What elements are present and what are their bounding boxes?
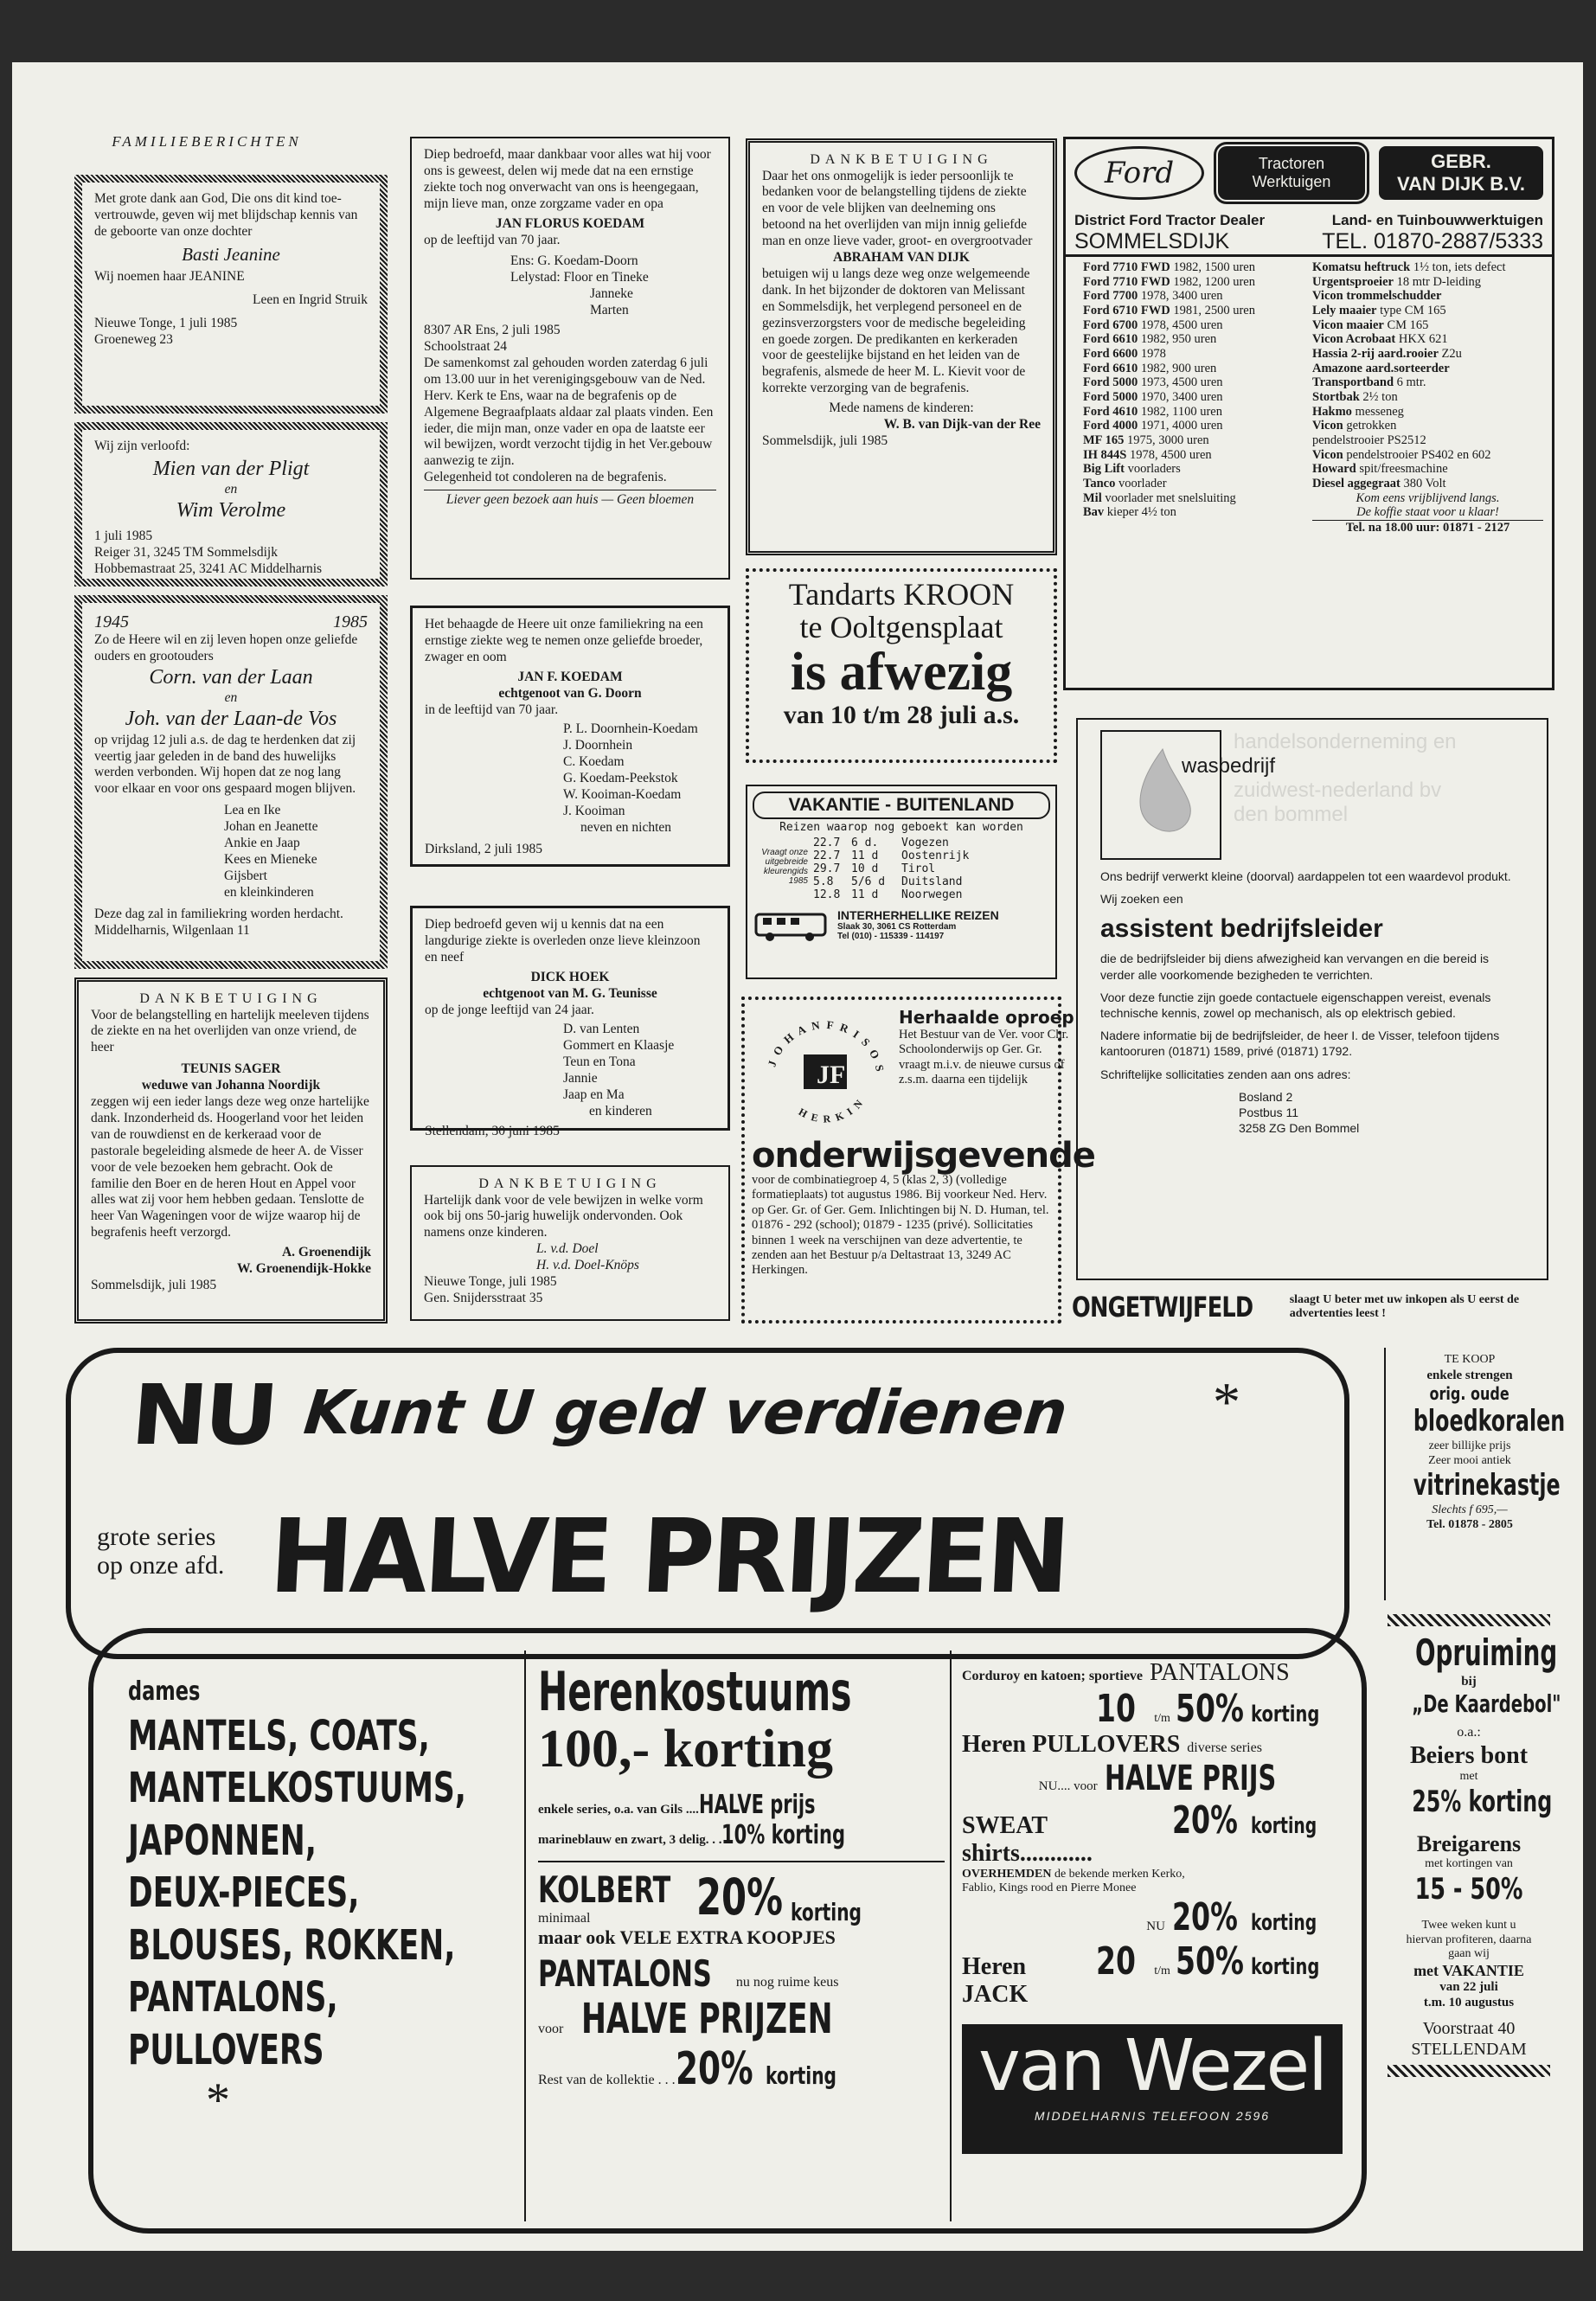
wasbedrijf-ghost2: zuidwest-nederland bv [1234, 779, 1442, 802]
sweat-title: SWEAT shirts............ [962, 1812, 1093, 1867]
anniversary-announcement [74, 595, 388, 969]
ford-stock-item: Komatsu heftruck 1½ ton, iets defect [1312, 260, 1506, 274]
school-text: Het Bestuur van de Ver. voor Chr. Schoolonderwijs op Ger. Gr. vraagt m.i.v. de nieuwe cursus of z.s.m. daarna een tijdelijk [899, 1028, 1069, 1087]
svg-text:J O H A N F R I S O S C H O: J O H A N F R I S O S [765, 1017, 888, 1074]
dames-section [128, 1676, 535, 2128]
kolbert-pct: 20% [695, 1868, 783, 1927]
school-text2: voor de combinatiegroep 4, 5 (klas 2, 3) (volledige formatieplaats) tot augustus 1986. Bij voorkeur Ned. Herv. op Ger. Gr. of Ger. Gem. Inlichtingen bij N. D. Human, tel. 01876 - 292 (school); 01879 - 1235 (privé). Sollicitaties binnen 1 week na verschijnen van deze advertentie, te zenden aan het Bestuur p/a Deltastraat 13, 3249 AC Herkingen. [752, 1173, 1049, 1278]
wasbedrijf-a2: Postbus 11 [1239, 1105, 1299, 1119]
trip-row: 5.8 5/6 d Duitsland [813, 875, 963, 888]
trip-row: 29.7 10 d Tirol [813, 862, 936, 875]
ford-stock-item: pendelstrooier PS2512 [1312, 433, 1426, 448]
ornament [1388, 1614, 1550, 1626]
ford-stock-item: Ford 6610 1982, 900 uren [1083, 361, 1217, 375]
kolbert-korting: korting [790, 1898, 862, 1927]
wasbedrijf-a3: 3258 ZG Den Bommel [1239, 1121, 1360, 1136]
pullovers-div: diverse series [1187, 1740, 1262, 1755]
thanks-place: Sommelsdijk, juli 1985 [91, 1278, 217, 1293]
kroon-line3: is afwezig [790, 642, 1013, 702]
thanks2-s1: L. v.d. Doel [536, 1241, 599, 1257]
thanks3-sign: W. B. van Dijk-van der Ree [883, 417, 1041, 433]
trip-row: 22.7 11 d Oostenrijk [813, 849, 970, 862]
pullovers-halve: HALVE PRIJS [1104, 1759, 1276, 1798]
koop-t: TE KOOP [1444, 1353, 1496, 1366]
heren-maar: maar ook VELE EXTRA KOOPJES [538, 1926, 836, 1949]
ford-stock-item: Ford 4610 1982, 1100 uren [1083, 404, 1222, 419]
kolbert-min: minimaal [538, 1911, 591, 1926]
ford-stock-item: Ford 6600 1978 [1083, 347, 1166, 362]
banner-halve: HALVE PRIJZEN [266, 1497, 1070, 1616]
thanks3-text: Daar het ons onmogelijk is ieder persoonlijk te bedanken voor de belangstelling tijdens de ziekte en voor de vele blijken van deelneming ons betoond na het overlijden van mijn innig geliefde man en onze lieve vader, groot- en overgrootvader [762, 168, 1033, 249]
newspaper-page [12, 62, 1583, 2251]
pantalons-nog: nu nog ruime keus [735, 1975, 839, 1990]
tractoren-badge: Tractoren Werktuigen [1218, 146, 1365, 200]
wasbedrijf-a1: Bosland 2 [1239, 1089, 1293, 1104]
obit2-family: J. Doornhein [563, 738, 633, 753]
kroon-line4: van 10 t/m 28 juli a.s. [783, 700, 1020, 729]
van-wezel-ad [88, 1628, 1367, 2234]
engagement-en: en [224, 482, 238, 497]
obit-intro: Diep bedroefd, maar dankbaar voor alles wat hij voor ons is geweest, delen wij mede dat na een ernstige ziekte toch nog onverwacht van ons is heengegaan, mijn lieve man, onze zorgzame vader en opa [424, 147, 711, 211]
obit3-sub: echtgenoot van M. G. Teunisse [483, 985, 657, 1001]
koop-sl: Slechts f 695,— [1432, 1503, 1508, 1517]
vakantie-addr: Slaak 30, 3061 CS Rotterdam [837, 921, 957, 932]
thanks-sign1: A. Groenendijk [281, 1245, 371, 1260]
wasbedrijf-p1: Ons bedrijf verwerkt kleine (doorval) aardappelen tot een waardevol produkt. [1100, 869, 1511, 883]
ford-stock-item: Lely maaier type CM 165 [1312, 304, 1446, 318]
kaardebol-ad [1384, 1611, 1561, 2216]
dames-item: MANTELKOSTUUMS, [128, 1764, 466, 1813]
kaarde-bb: Beiers bont [1409, 1742, 1529, 1770]
obit-family: Marten [590, 303, 629, 318]
obit2-name: JAN F. KOEDAM [517, 669, 623, 684]
obit2-family: J. Kooiman [563, 803, 625, 818]
ford-stock-item: Big Lift voorladers [1083, 462, 1181, 477]
koop-b: bloedkoralen [1413, 1403, 1566, 1439]
kaarde-p: 25% korting [1412, 1784, 1553, 1819]
obit2-family: P. L. Doornhein-Koedam [563, 721, 698, 737]
banner-nu: NU [127, 1367, 279, 1464]
kaarde-a1: Voorstraat 40 [1422, 2019, 1516, 2039]
ford-stock-item: Mil voorlader met snelsluiting [1083, 490, 1236, 505]
overhemden-text: de bekende merken Kerko, Fablio, Kings rood en Pierre Monee [962, 1868, 1185, 1895]
obituary-jan-koedam [410, 606, 730, 867]
thanks2-title: DANKBETUIGING [478, 1176, 662, 1191]
obit2-sub: echtgenoot van G. Doorn [498, 685, 642, 701]
obit-addr1: 8307 AR Ens, 2 juli 1985 [424, 323, 561, 338]
thanks-sub: weduwe van Johanna Noordijk [141, 1078, 321, 1093]
banner-grote1: grote series [97, 1522, 216, 1551]
family-line: Johan en Jeanette [224, 819, 318, 835]
obit-family: Ens: G. Koedam-Doorn [510, 253, 638, 269]
obit3-family: D. van Lenten [563, 1022, 640, 1037]
birth-addr: Groeneweg 23 [94, 332, 173, 348]
sweat-korting: korting [1251, 1813, 1317, 1839]
birth-parents: Leen en Ingrid Struik [252, 292, 368, 308]
koop-v: vitrinekastje [1413, 1468, 1561, 1503]
obit3-family: Teun en Tona [563, 1054, 636, 1070]
engagement-addr1: Reiger 31, 3245 TM Sommelsdijk [94, 545, 278, 561]
ford-tel: TEL. 01870-2887/5333 [1322, 229, 1543, 253]
kaarde-tw: Twee weken kunt u hiervan profiteren, daarna gaan wij [1406, 1919, 1532, 1961]
engagement-intro: Wij zijn verloofd: [94, 439, 190, 453]
cord-tm: t/m [1154, 1712, 1170, 1725]
thanks3-mede: Mede namens de kinderen: [829, 401, 974, 416]
bus-icon [753, 906, 830, 944]
dames-item: PULLOVERS [128, 2025, 324, 2074]
dames-label: dames [128, 1676, 201, 1707]
halve-prijzen-banner [66, 1348, 1349, 1659]
thanks-text: zeggen wij een ieder langs deze weg onze hartelijke dank. Inzonderheid ds. Hoogerland voor het leiden van de rouwdienst en de kerkeraad voor de pastorale begeleiding alsmede de heer A. de Visser voor de vele bezoeken hem gebracht. Ook de familie den Boer en de heren Hout en Appel voor alles wat zij voor hem hebben gedaan. Tenslotte de heer Van Wageningen voor de wijze waarop hij de begrafenis heeft verzorgd. [91, 1094, 369, 1240]
ford-stock-item: Stortbak 2½ ton [1312, 390, 1398, 405]
thanks-intro: Voor de belangstelling en hartelijk meeleven tijdens de ziekte en na het overlijden van onze vriend, de heer [91, 1007, 369, 1055]
wasbedrijf-p3: die de bedrijfsleider bij diens afwezigheid kan vervangen en die bereid is verder alle voorkomende bezigheden te verrichten. [1100, 952, 1490, 982]
obit2-age: in de leeftijd van 70 jaar. [425, 702, 559, 717]
heren-hp: HALVE PRIJZEN [581, 1995, 833, 2044]
school-emblem-icon [752, 1007, 899, 1137]
vakantie-company: INTERHERHELLIKE REIZEN [837, 907, 999, 922]
ford-slogan1: Kom eens vrijblijvend langs. [1356, 490, 1500, 505]
anniversary-intro: Zo de Heere wil en zij leven hopen onze geliefde ouders en grootouders [94, 632, 358, 664]
jack-tm: t/m [1154, 1965, 1170, 1978]
wasbedrijf-ghost1: handelsonderneming en [1234, 730, 1457, 753]
anniversary-name1: Corn. van der Laan [149, 666, 313, 689]
obit2-family: C. Koedam [563, 754, 625, 770]
kaarde-a2: STELLENDAM [1411, 2039, 1527, 2059]
trip-row: 12.8 11 d Noorwegen [813, 888, 963, 901]
svg-text:H E R K I N G E N: H E R K I N [796, 1096, 867, 1125]
obit3-family: Jaap en Ma [563, 1087, 625, 1103]
ford-stock-item: Vicon Acrobaat HKX 621 [1312, 332, 1448, 347]
thanks2-p2: Gen. Snijdersstraat 35 [424, 1290, 543, 1305]
ford-ad [1063, 137, 1554, 690]
engagement-announcement [74, 422, 388, 586]
birth-announcement [74, 175, 388, 413]
vakantie-side: kleurengids 1985 [763, 867, 808, 886]
obit2-intro: Het behaagde de Heere uit onze familiekring na een ernstige ziekte weg te nemen onze geliefde broeder, zwager en oom [425, 617, 703, 664]
heren-rp-korting: korting [766, 2061, 837, 2091]
ford-left-col [1083, 260, 1312, 535]
obit2-family: W. Kooiman-Koedam [563, 787, 682, 803]
birth-name: Basti Jeanine [182, 243, 280, 265]
school-ad [741, 997, 1095, 1324]
wasbedrijf-job: assistent bedrijfsleider [1100, 914, 1383, 944]
ford-right-col [1312, 260, 1543, 491]
heren-rp: 20% [675, 2043, 753, 2096]
birth-line2: Wij noemen haar JEANINE [94, 269, 245, 285]
thanks-name: TEUNIS SAGER [181, 1061, 281, 1077]
banner-star: * [1213, 1371, 1240, 1433]
jack-50: 50% [1175, 1939, 1244, 1984]
kroon-line1: Tandarts KROON [788, 577, 1015, 612]
kaarde-bij: bij [1461, 1674, 1477, 1689]
thanks3-name: ABRAHAM VAN DIJK [833, 250, 970, 266]
kaarde-d1: van 22 juli [1439, 1979, 1498, 1994]
ford-stock-item: Amazone aard.sorteerder [1312, 361, 1450, 375]
dames-item: BLOUSES, ROKKEN, [128, 1920, 456, 1970]
thanks2-text: Hartelijk dank voor de vele bewijzen in welke vorm ook bij ons 50-jarig huwelijk ondervonden. Ook namens onze kinderen. [424, 1192, 703, 1240]
heren-line2: marineblauw en zwart, 3 delig. . .10% korting [538, 1820, 846, 1851]
bloedkoralen-ad [1384, 1348, 1566, 1600]
wasbedrijf-p6: Schriftelijke sollicitaties zenden aan ons adres: [1100, 1067, 1351, 1081]
vakantie-side: uitgebreide [765, 857, 808, 867]
engagement-addr2: Hobbemastraat 25, 3241 AC Middelharnis [94, 561, 323, 577]
heren-rest: Rest van de kollektie . . . [538, 2073, 676, 2088]
heren-section [538, 1660, 945, 2096]
family-line: Gijsbert [224, 868, 267, 883]
pullovers-nu: NU.... voor [1038, 1779, 1098, 1793]
kaarde-d2: t.m. 10 augustus [1423, 1995, 1515, 2009]
kaarde-k: „De Kaardebol" [1412, 1689, 1561, 1719]
ford-stock-item: Bav kieper 4½ ton [1083, 505, 1176, 520]
cord-pantalons: PANTALONS [1150, 1659, 1290, 1686]
svg-text:JF: JF [817, 1061, 846, 1089]
van-wezel-logo [962, 2024, 1343, 2154]
thanks-sign2: W. Groenendijk-Hokke [236, 1261, 371, 1277]
kolbert-label: KOLBERT [538, 1868, 671, 1912]
drop-icon [1102, 732, 1220, 858]
obit-family: Janneke [590, 286, 633, 302]
obit3-name: DICK HOEK [530, 969, 610, 984]
engagement-date: 1 juli 1985 [94, 529, 153, 544]
ongetwijfeld-word: ONGETWIJFELD [1072, 1291, 1253, 1324]
wasbedrijf-ghost3: den bommel [1234, 803, 1349, 826]
anniversary-year1: 1945 [94, 612, 129, 631]
dames-star: * [206, 2073, 230, 2128]
heren-h2: 100,- korting [538, 1720, 833, 1779]
kaarde-met: met [1459, 1770, 1478, 1784]
banner-grote2: op onze afd. [97, 1551, 225, 1580]
obit3-place: Stellendam, 30 juni 1985 [425, 1123, 560, 1138]
kaarde-br: Breigarens [1416, 1830, 1522, 1856]
vakantie-title: VAKANTIE - BUITENLAND [753, 792, 1050, 819]
birth-place: Nieuwe Tonge, 1 juli 1985 [94, 316, 238, 331]
van-wezel-brand: van Wezel [978, 2025, 1326, 2108]
anniversary-year2: 1985 [333, 612, 368, 631]
jack-korting: korting [1251, 1954, 1320, 1981]
engagement-name2: Wim Verolme [176, 499, 286, 522]
obit-addr2: Schoolstraat 24 [424, 338, 507, 354]
cord-text: Corduroy en katoen; sportieve [962, 1669, 1144, 1683]
wasbedrijf-p5: Nadere informatie bij de bedrijfsleider, de heer I. de Visser, telefoon tijdens kantooruren (01871) 1589, privé (01871) 1792. [1100, 1029, 1500, 1059]
thanks2-p1: Nieuwe Tonge, juli 1985 [424, 1274, 557, 1290]
overhemden-20: 20% [1171, 1895, 1238, 1940]
obituary-koedam [410, 137, 730, 580]
kroon-line2: te Ooltgensplaat [799, 609, 1003, 644]
ford-stock-item: Ford 4000 1971, 4000 uren [1083, 419, 1223, 433]
birth-text: Met grote dank aan God, Die ons dit kind toe-vertrouwde, geven wij met blijdschap kennis van de geboorte van onze dochter [94, 191, 358, 239]
kaarde-pr: 15 - 50% [1414, 1871, 1523, 1907]
obit-cond: Gelegenheid tot condoleren na de begrafenis. [424, 470, 667, 485]
wasbedrijf-title: wasbedrijf [1182, 754, 1276, 778]
ford-stock-item: Ford 7710 FWD 1982, 1200 uren [1083, 274, 1255, 289]
ford-stock-item: Hakmo messeneg [1312, 404, 1404, 419]
ford-stock-item: Howard spit/freesmachine [1312, 462, 1448, 477]
ford-land: Land- en Tuinbouwwerktuigen [1331, 212, 1543, 228]
thanks-sager [74, 977, 388, 1324]
ford-stock-item: Hassia 2-rij aard.rooier Z2u [1312, 347, 1462, 362]
ford-stock-item: MF 165 1975, 3000 uren [1083, 433, 1209, 448]
ford-stock-item: Vicon maaier CM 165 [1312, 317, 1429, 332]
anniversary-en: en [224, 690, 238, 706]
ford-stock-item: Ford 7700 1978, 3400 uren [1083, 289, 1223, 304]
wasbedrijf-p4: Voor deze functie zijn goede contactuele eigenschappen vereist, evenals technische kennis, zowel op mechanisch, als op elektrisch gebied. [1100, 990, 1491, 1020]
dames-item: DEUX-PIECES, [128, 1868, 360, 1918]
family-line: en kleinkinderen [224, 884, 314, 900]
trip-row: 22.7 6 d. Vogezen [813, 836, 949, 849]
family-line: Lea en Ike [224, 803, 281, 818]
ford-stock-item: Urgentsproeier 18 mtr D-leiding [1312, 274, 1482, 289]
kaarde-o: Opruiming [1414, 1631, 1558, 1674]
ford-slogan2: De koffie staat voor u klaar! [1356, 505, 1499, 520]
vakantie-tel: Tel (010) - 115339 - 114197 [837, 931, 945, 941]
obit2-family: G. Koedam-Peekstok [563, 771, 678, 786]
obit3-family: en kinderen [589, 1103, 652, 1118]
kaarde-oa: o.a.: [1457, 1725, 1481, 1740]
sweat-20: 20% [1171, 1798, 1238, 1843]
koop-o: orig. oude [1429, 1382, 1510, 1404]
overhemden-title: OVERHEMDEN [962, 1868, 1052, 1881]
obit-name: JAN FLORUS KOEDAM [495, 215, 645, 231]
obit2-family: neven en nichten [580, 819, 672, 835]
ford-stock-item: Ford 5000 1970, 3400 uren [1083, 390, 1223, 405]
ford-stock-item: Tanco voorlader [1083, 477, 1167, 491]
thanks2-s2: H. v.d. Doel-Knöps [536, 1258, 639, 1273]
obit-age: op de leeftijd van 70 jaar. [424, 232, 561, 247]
vakantie-sub: Reizen waarop nog geboekt kan worden [779, 821, 1023, 834]
dames-item: PANTALONS, [128, 1973, 338, 2022]
thanks-title: DANKBETUIGING [139, 991, 323, 1006]
anniversary-note: Deze dag zal in familiekring worden herdacht. [94, 906, 343, 921]
ford-stock-item: Ford 7710 FWD 1982, 1500 uren [1083, 260, 1255, 274]
overhemden-korting: korting [1251, 1910, 1317, 1937]
wasbedrijf-logo [1100, 730, 1221, 860]
koop-p: zeer billijke prijs [1428, 1439, 1511, 1452]
obituary-hoek [410, 906, 730, 1138]
ford-stock-item: Diesel aggegraat 380 Volt [1312, 477, 1446, 491]
jack-title: Heren JACK [962, 1953, 1029, 2009]
ford-dealer: District Ford Tractor Dealer [1074, 212, 1266, 228]
vakantie-ad [746, 785, 1057, 979]
family-line: Ankie en Jaap [224, 836, 300, 851]
koop-s: enkele strengen [1426, 1368, 1513, 1382]
obit2-place: Dirksland, 2 juli 1985 [425, 841, 543, 856]
anniversary-place: Middelharnis, Wilgenlaan 11 [94, 922, 250, 938]
obit-family: Lelystad: Floor en Tineke [510, 270, 649, 285]
kaarde-vak: met VAKANTIE [1413, 1961, 1524, 1979]
vakantie-side: Vraagt onze [761, 848, 808, 857]
wasbedrijf-p2: Wij zoeken een [1100, 892, 1183, 907]
thanks3-title: DANKBETUIGING [810, 152, 993, 167]
divider [524, 1650, 526, 2221]
heren-line1: enkele series, o.a. van Gils ....HALVE prijs [538, 1790, 816, 1821]
heren-h1: Herenkostuums [538, 1660, 852, 1723]
ford-telfoot: Tel. na 18.00 uur: 01871 - 2127 [1312, 520, 1543, 535]
obit3-family: Jannie [563, 1071, 598, 1086]
dames-item: MANTELS, COATS, [128, 1712, 430, 1760]
banner-kunt: Kunt U geld verdienen [300, 1377, 1071, 1448]
cord-ten: 10 [1096, 1687, 1136, 1731]
overhemden-nu: NU [1146, 1920, 1165, 1934]
engagement-name1: Mien van der Pligt [152, 457, 310, 480]
ford-town: SOMMELSDIJK [1074, 229, 1230, 253]
obit3-intro: Diep bedroefd geven wij u kennis dat na een langdurige ziekte is overleden onze lieve kleinzoon en neef [425, 917, 701, 965]
thanks3-text2: betuigen wij u langs deze weg onze welgemeende dank. In het bijzonder de doktoren van Melissant en Sommelsdijk, het verplegend personeel en de gezinsverzorgsters voor de medische begeleiding en goede zorgen. De predikanten en kerkeraden voor de geestelijke bijstand en het leiden van de begrafenis, alsmede de heer M. L. Kievit voor de korrekte verzorging van de begrafenis. [762, 266, 1030, 396]
ongetwijfeld-ad [1072, 1289, 1556, 1325]
family-line: Kees en Mieneke [224, 851, 317, 867]
ford-stock-item: Ford 5000 1973, 4500 uren [1083, 375, 1223, 390]
jack-20: 20 [1096, 1939, 1136, 1984]
ford-logo: Ford [1074, 146, 1204, 200]
obit-foot: Liever geen bezoek aan huis — Geen bloemen [424, 490, 716, 509]
dames-item: JAPONNEN, [128, 1816, 317, 1865]
ford-stock-item: Ford 6610 1982, 950 uren [1083, 332, 1217, 347]
heren-voor: voor [538, 2022, 564, 2037]
ford-stock-item: Ford 6710 FWD 1981, 2500 uren [1083, 304, 1255, 318]
thanks3-place: Sommelsdijk, juli 1985 [762, 433, 888, 449]
ford-stock-item: Vicon trommelschudder [1312, 289, 1442, 304]
pantalons-label: PANTALONS [538, 1952, 712, 1996]
school-logo [752, 1007, 899, 1137]
tandarts-kroon-ad [746, 568, 1057, 763]
thanks-van-dijk [746, 138, 1057, 555]
ford-stock-item: Vicon pendelstrooier PS402 en 602 [1312, 447, 1491, 462]
cord-korting: korting [1251, 1702, 1320, 1727]
koop-z: Zeer mooi antiek [1428, 1453, 1511, 1467]
anniversary-name2: Joh. van der Laan-de Vos [125, 708, 337, 731]
right-section [962, 1659, 1343, 2154]
obit-text: De samenkomst zal gehouden worden zaterdag 6 juli om 13.00 uur in het verenigingsgebouw van de Ned. Herv. Kerk te Ens, waar na de begrafenis op de Algemene Begraafplaats aldaar zal plaats vinden. Een ieder, die mijn man, onze vader en opa de laatste eer wil bewijzen, wordt verzocht tijdig in het Ver.gebouw aanwezig te zijn. [424, 355, 714, 469]
ornament [1388, 2065, 1550, 2077]
pullovers-title: Heren PULLOVERS [962, 1731, 1181, 1758]
ongetwijfeld-text: slaagt U beter met uw inkopen als U eerst de advertenties leest ! [1289, 1292, 1520, 1320]
koop-tel: Tel. 01878 - 2805 [1426, 1517, 1513, 1531]
wasbedrijf-ad [1076, 718, 1548, 1280]
van-wezel-foot: MIDDELHARNIS TELEFOON 2596 [1034, 2109, 1271, 2124]
obit3-age: op de jonge leeftijd van 24 jaar. [425, 1002, 594, 1017]
gebr-van-dijk-logo: GEBR. VAN DIJK B.V. [1379, 146, 1543, 200]
ford-list [1066, 257, 1552, 541]
ford-stock-item: IH 844S 1978, 4500 uren [1083, 447, 1212, 462]
ford-stock-item: Transportband 6 mtr. [1312, 375, 1426, 390]
kaarde-mk: met kortingen van [1425, 1857, 1513, 1871]
ford-stock-item: Ford 6700 1978, 4500 uren [1083, 317, 1223, 332]
divider [950, 1650, 952, 2221]
school-head: Herhaalde oproep [899, 1007, 1074, 1028]
cord-50: 50% [1175, 1687, 1244, 1731]
ford-stock-item: Vicon getrokken [1312, 419, 1397, 433]
anniversary-text: op vrijdag 12 juli a.s. de dag te herdenken dat zij veertig jaar geleden in de band des huwelijks werden verbonden. Wij hopen dat ze nog lang voor elkaar en voor ons gespaard mogen blijven. [94, 732, 356, 797]
school-big: onderwijsgevende [752, 1136, 1095, 1176]
thanks-doel [410, 1165, 730, 1321]
section-title: FAMILIEBERICHTEN [112, 133, 302, 150]
obit3-family: Gommert en Klaasje [563, 1038, 675, 1054]
